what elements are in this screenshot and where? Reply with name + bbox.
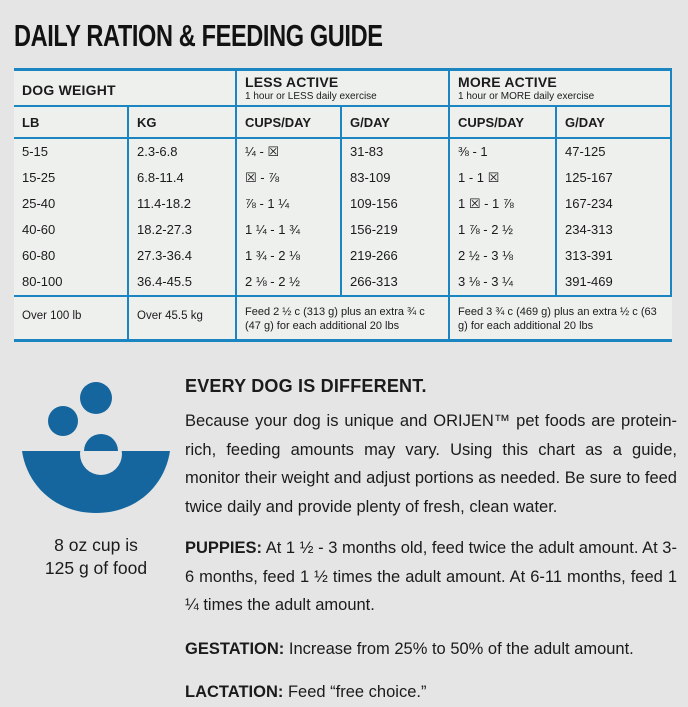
page-title: DAILY RATION & FEEDING GUIDE — [14, 18, 383, 53]
cup-caption-line1: 8 oz cup is — [54, 535, 138, 555]
cell-g-less: 83-109 — [340, 165, 448, 191]
cell-cups-more: ⅜ - 1 — [448, 139, 555, 165]
table-row — [14, 191, 670, 217]
group-header-more-active — [448, 71, 672, 105]
table-over-row — [14, 295, 672, 339]
cell-lb: 15-25 — [22, 170, 56, 185]
gestation-text: Increase from 25% to 50% of the adult amount. — [288, 639, 634, 658]
lactation-line — [185, 678, 677, 707]
column-header-lb: LB — [22, 115, 40, 130]
puppies-label: PUPPIES: — [185, 539, 263, 557]
column-header-kg: KG — [127, 107, 235, 139]
table-row — [14, 139, 670, 165]
table-group-header-row — [14, 71, 672, 107]
table-row — [14, 243, 670, 269]
cell-cups-less: 1 ¾ - 2 ⅛ — [235, 243, 340, 269]
column-header-cups-more: CUPS/DAY — [448, 107, 555, 139]
cell-kg: 2.3-6.8 — [127, 139, 235, 165]
gestation-label: GESTATION: — [185, 639, 285, 658]
group-header-label: LESS ACTIVE — [245, 74, 339, 90]
cell-cups-more: 1 - 1 ☒ — [448, 165, 555, 191]
over-more-note: Feed 3 ¾ c (469 g) plus an extra ½ c (63 g) for each additional 20 lbs — [448, 297, 672, 339]
cell-lb: 60-80 — [22, 248, 56, 263]
group-header-sublabel: 1 hour or LESS daily exercise — [245, 91, 377, 102]
cell-cups-less: ¼ - ☒ — [235, 139, 340, 165]
puppies-paragraph — [185, 534, 677, 620]
column-header-g-more: G/DAY — [555, 107, 672, 139]
cell-kg: 18.2-27.3 — [127, 217, 235, 243]
cell-lb: 5-15 — [22, 144, 49, 159]
cell-lb: 80-100 — [22, 274, 63, 289]
cell-cups-more: 2 ½ - 3 ⅛ — [448, 243, 555, 269]
over-kg: Over 45.5 kg — [127, 297, 235, 339]
cell-cups-less: 1 ¼ - 1 ¾ — [235, 217, 340, 243]
cell-cups-more: 3 ⅛ - 3 ¼ — [448, 269, 555, 295]
table-row — [14, 269, 670, 295]
column-header-cups-less: CUPS/DAY — [235, 107, 340, 139]
cell-cups-less: 2 ⅛ - 2 ½ — [235, 269, 340, 295]
info-heading: EVERY DOG IS DIFFERENT. — [185, 376, 427, 396]
table-row — [14, 217, 670, 243]
puppies-text: At 1 ½ - 3 months old, feed twice the adult amount. At 3-6 months, feed 1 ½ times the adult amount. At 6-11 months, feed 1 ¼ times the adult amount. — [185, 539, 677, 614]
over-less-note: Feed 2 ½ c (313 g) plus an extra ¾ c (47 g) for each additional 20 lbs — [235, 297, 448, 339]
cell-g-more: 47-125 — [555, 139, 672, 165]
cell-g-more: 167-234 — [555, 191, 672, 217]
cell-kg: 6.8-11.4 — [127, 165, 235, 191]
cell-cups-more: 1 ⅞ - 2 ½ — [448, 217, 555, 243]
cell-cups-less: ☒ - ⅞ — [235, 165, 340, 191]
group-header-less-active — [235, 71, 448, 105]
group-header-label: DOG WEIGHT — [22, 81, 116, 98]
info-section — [185, 376, 677, 707]
feeding-table — [14, 68, 672, 342]
over-lb: Over 100 lb — [22, 310, 82, 322]
cell-lb: 40-60 — [22, 222, 56, 237]
cell-g-less: 156-219 — [340, 217, 448, 243]
cell-cups-less: ⅞ - 1 ¼ — [235, 191, 340, 217]
cup-caption — [8, 534, 184, 580]
cell-g-more: 391-469 — [555, 269, 672, 295]
cell-cups-more: 1 ☒ - 1 ⅞ — [448, 191, 555, 217]
lactation-label: LACTATION: — [185, 683, 284, 701]
cell-g-less: 109-156 — [340, 191, 448, 217]
lactation-text: Feed “free choice.” — [287, 683, 427, 701]
info-paragraph: Because your dog is unique and ORIJEN™ pet foods are protein-rich, feeding amounts may vary. Using this chart as a guide, monitor their weight and adjust portions as needed. Be sure to feed twice daily and provide plenty of fresh, clean water. — [185, 412, 677, 516]
cell-kg: 27.3-36.4 — [127, 243, 235, 269]
cell-kg: 36.4-45.5 — [127, 269, 235, 295]
cell-g-more: 234-313 — [555, 217, 672, 243]
table-body — [14, 139, 672, 295]
cell-g-more: 313-391 — [555, 243, 672, 269]
food-bowl-icon — [22, 380, 170, 514]
column-header-g-less: G/DAY — [340, 107, 448, 139]
group-header-label: MORE ACTIVE — [458, 74, 557, 90]
cell-g-more: 125-167 — [555, 165, 672, 191]
group-header-sublabel: 1 hour or MORE daily exercise — [458, 91, 595, 102]
cell-g-less: 266-313 — [340, 269, 448, 295]
cup-caption-line2: 125 g of food — [44, 558, 148, 578]
group-header-dog-weight — [14, 71, 235, 105]
table-column-header-row — [14, 107, 672, 139]
cell-g-less: 219-266 — [340, 243, 448, 269]
gestation-line — [185, 635, 677, 664]
table-row — [14, 165, 670, 191]
cell-kg: 11.4-18.2 — [127, 191, 235, 217]
cell-g-less: 31-83 — [340, 139, 448, 165]
cell-lb: 25-40 — [22, 196, 56, 211]
